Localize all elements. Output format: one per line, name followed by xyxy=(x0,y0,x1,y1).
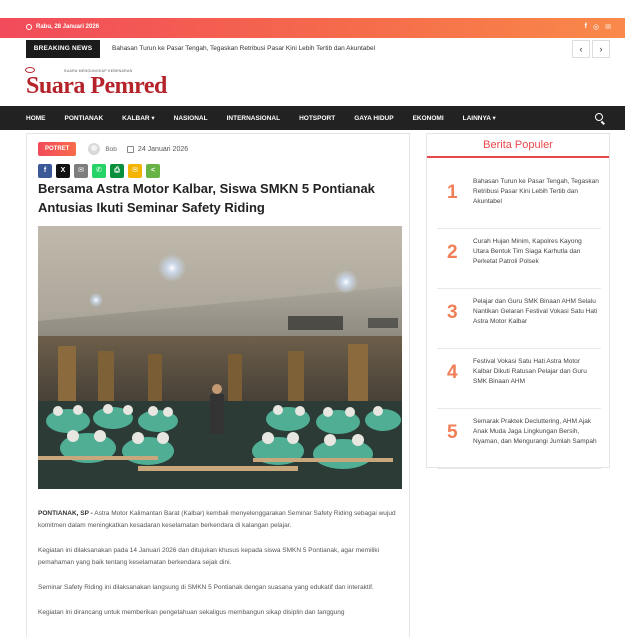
current-date xyxy=(26,24,99,30)
nav-item-internasional[interactable]: INTERNASIONAL xyxy=(226,114,281,122)
article-photo xyxy=(38,226,402,489)
nav-item-home[interactable]: HOME xyxy=(26,114,46,122)
breaking-news-label: BREAKING NEWS xyxy=(26,40,100,58)
paragraph: Kegiatan ini dirancang untuk memberikan pengetahuan sekaligus membangun sikap disiplin dan tanggung xyxy=(38,609,345,616)
facebook-icon[interactable]: f xyxy=(584,23,588,30)
clock-icon xyxy=(26,24,32,30)
instagram-icon[interactable]: ◎ xyxy=(593,24,600,31)
popular-headline[interactable]: Festival Vokasi Satu Hati Astra Motor Kalbar Dikuti Ratusan Pelajar dan Guru SMK Binaan AHM xyxy=(473,358,587,385)
facebook-share-icon[interactable]: f xyxy=(38,164,52,178)
calendar-icon xyxy=(127,146,134,153)
nav-item-pontianak[interactable]: PONTIANAK xyxy=(64,114,104,122)
popular-headline[interactable]: Bahasan Turun ke Pasar Tengah, Tegaskan Retribusi Pasar Kini Lebih Tertib dan Akuntabel xyxy=(473,178,599,205)
paragraph: Kegiatan ini dilaksanakan pada 14 Januari 2026 dan ditujukan khusus kepada siswa SMKN 5 Pontianak, agar memiliki pemahaman yang baik tentang keselamatan berkendara sejak dini. xyxy=(38,547,380,566)
share-buttons xyxy=(38,164,160,178)
nav-item-nasional[interactable]: NASIONAL xyxy=(173,114,208,122)
date-text: Rabu, 28 Januari 2026 xyxy=(36,24,100,30)
chevron-left-icon[interactable]: ‹ xyxy=(572,40,590,58)
nav-item-lainnya[interactable]: LAINNYA ▾ xyxy=(462,115,496,122)
search-icon[interactable] xyxy=(595,113,603,121)
nav-item-ekonomi[interactable]: EKONOMI xyxy=(412,114,444,122)
main-navigation xyxy=(0,106,625,130)
popular-news-widget xyxy=(426,133,610,468)
rank-number: 5 xyxy=(447,422,458,443)
email-icon[interactable]: ✉ xyxy=(605,24,611,31)
list-item[interactable] xyxy=(437,229,601,289)
nav-item-kalbar[interactable]: KALBAR ▾ xyxy=(122,115,155,122)
logo-name: Suara Pemred xyxy=(26,73,167,99)
dateline: PONTIANAK, SP - xyxy=(38,510,93,517)
popular-headline[interactable]: Pelajar dan Guru SMK Binaan AHM Selalu Nantikan Gelaran Festival Vokasi Satu Hati Astra Motor Kalbar xyxy=(473,298,598,325)
social-links xyxy=(585,23,611,31)
chevron-right-icon[interactable]: › xyxy=(592,40,610,58)
author-avatar xyxy=(88,143,100,155)
breaking-news-headline[interactable]: Bahasan Turun ke Pasar Tengah, Tegaskan Retribusi Pasar Kini Lebih Tertib dan Akuntabel xyxy=(112,45,376,52)
list-item[interactable] xyxy=(437,289,601,349)
x-share-icon[interactable]: X xyxy=(56,164,70,178)
nav-item-hotsport[interactable]: HOTSPORT xyxy=(299,114,336,122)
paragraph: Seminar Safety Riding ini dilaksanakan langsung di SMKN 5 Pontianak dengan suasana yang edukatif dan interaktif. xyxy=(38,584,374,591)
popular-headline[interactable]: Semarak Praktek Decluttering, AHM Ajak Anak Muda Jaga Lingkungan Bersih, Nyaman, dan Mengurangi Jumlah Sampah xyxy=(473,418,597,445)
list-item[interactable] xyxy=(437,349,601,409)
rank-number: 1 xyxy=(447,182,458,203)
breaking-news-bar xyxy=(26,40,610,58)
article-body xyxy=(38,508,400,632)
article-meta xyxy=(38,142,188,156)
seminar-photo-illustration xyxy=(38,226,402,489)
top-bar xyxy=(0,18,625,38)
whatsapp-share-icon[interactable]: ✆ xyxy=(92,164,106,178)
list-item[interactable] xyxy=(437,409,601,469)
article-card xyxy=(26,133,410,637)
publish-date: 24 Januari 2026 xyxy=(137,145,189,153)
mail-share-icon[interactable]: ✉ xyxy=(128,164,142,178)
category-badge[interactable]: POTRET xyxy=(38,142,76,156)
ticker-nav xyxy=(572,40,610,58)
share-icon[interactable]: < xyxy=(146,164,160,178)
title-underline xyxy=(427,156,609,158)
popular-headline[interactable]: Curah Hujan Minim, Kapolres Kayong Utara Bentuk Tim Siaga Karhutla dan Perketat Patroli Polsek xyxy=(473,238,582,265)
email-share-icon[interactable]: ✉ xyxy=(74,164,88,178)
paragraph xyxy=(38,508,400,532)
widget-title: Berita Populer xyxy=(483,139,553,151)
rank-number: 3 xyxy=(447,302,458,323)
paragraph-text: Astra Motor Kalimantan Barat (Kalbar) kembali menyelenggarakan Seminar Safety Riding sebagai wujud komitmen dalam meningkatkan kesadaran keselamatan berkendara di kalangan pelajar. xyxy=(38,510,396,529)
logo-tagline: SUARA MENGUNGKAP KEBENARAN xyxy=(64,69,133,73)
rank-number: 2 xyxy=(447,242,458,263)
rank-number: 4 xyxy=(447,362,458,383)
popular-list xyxy=(437,169,601,469)
list-item[interactable] xyxy=(437,169,601,229)
nav-item-gaya-hidup[interactable]: GAYA HIDUP xyxy=(354,114,394,122)
author-name[interactable]: Bob xyxy=(105,145,117,153)
article-title: Bersama Astra Motor Kalbar, Siswa SMKN 5 Pontianak Antusias Ikuti Seminar Safety Riding xyxy=(38,181,375,215)
print-share-icon[interactable]: ⎙ xyxy=(110,164,124,178)
